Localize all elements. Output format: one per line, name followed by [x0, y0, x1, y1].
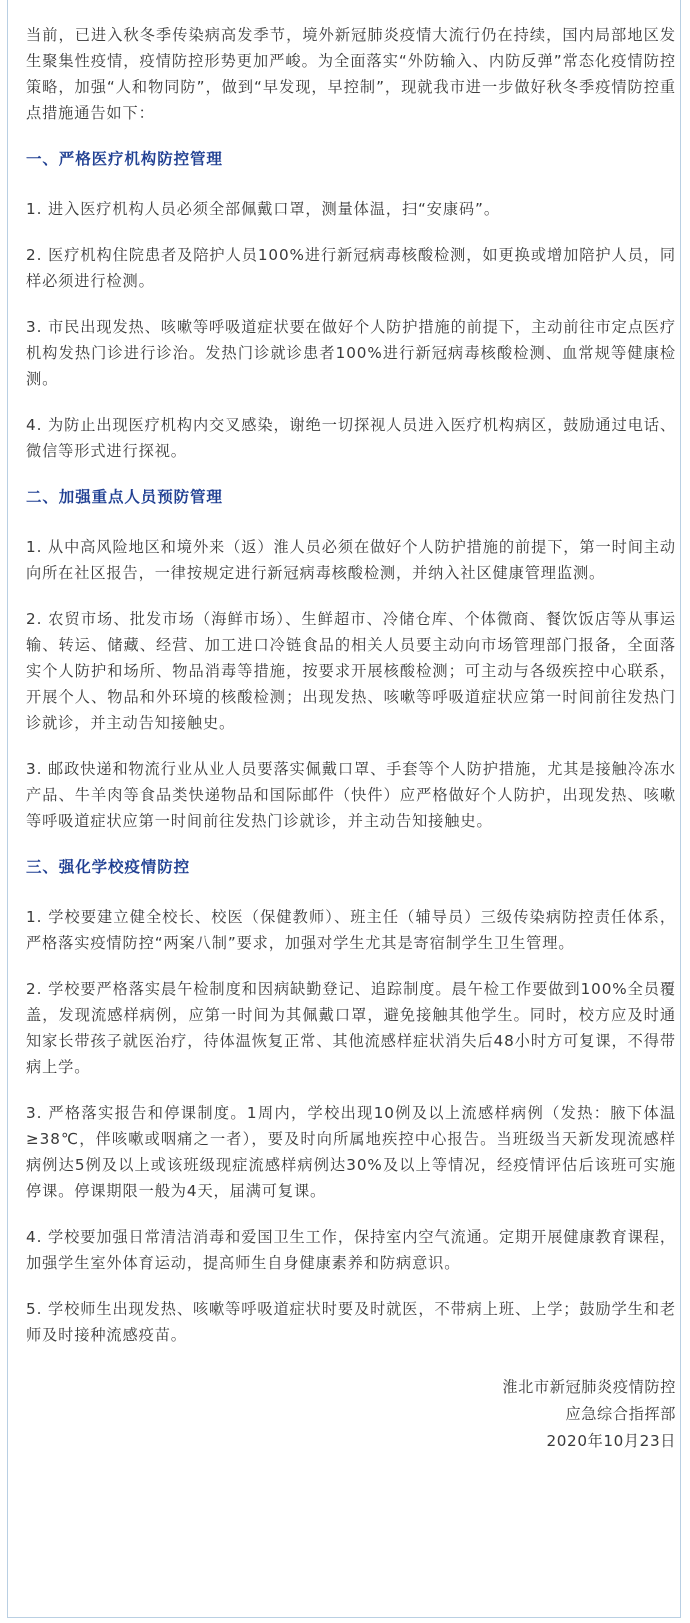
list-item: 2. 学校要严格落实晨午检制度和因病缺勤登记、追踪制度。晨午检工作要做到100%全员覆盖，发现流感样病例，应第一时间为其佩戴口罩，避免接触其他学生。同时，校方应及时通知家长带孩子就医治疗，待体温恢复正常、其他流感样症状消失后48小时方可复课，不得带病上学。	[26, 980, 676, 1076]
list-item: 2. 农贸市场、批发市场（海鲜市场）、生鲜超市、冷储仓库、个体微商、餐饮饭店等从事运输、转运、储藏、经营、加工进口冷链食品的相关人员要主动向市场管理部门报备，全面落实个人防护和场所、物品消毒等措施，按要求开展核酸检测；可主动与各级疾控中心联系，开展个人、物品和外环境的核酸检测；出现发热、咳嗽等呼吸道症状应第一时间前往发热门诊就诊，并主动告知接触史。	[26, 610, 676, 732]
list-item: 3. 市民出现发热、咳嗽等呼吸道症状要在做好个人防护措施的前提下，主动前往市定点医疗机构发热门诊进行诊治。发热门诊就诊患者100%进行新冠病毒核酸检测、血常规等健康检测。	[26, 318, 676, 388]
section-heading-schools: 三、强化学校疫情防控	[26, 858, 191, 876]
list-item: 2. 医疗机构住院患者及陪护人员100%进行新冠病毒核酸检测，如更换或增加陪护人员，同样必须进行检测。	[26, 246, 676, 290]
list-item: 5. 学校师生出现发热、咳嗽等呼吸道症状时要及时就医，不带病上班、上学；鼓励学生和老师及时接种流感疫苗。	[26, 1300, 676, 1344]
section-heading-key-personnel: 二、加强重点人员预防管理	[26, 488, 223, 506]
list-item: 4. 为防止出现医疗机构内交叉感染，谢绝一切探视人员进入医疗机构病区，鼓励通过电话、微信等形式进行探视。	[26, 416, 676, 460]
document-frame	[7, 0, 681, 1618]
intro-paragraph: 当前，已进入秋冬季传染病高发季节，境外新冠肺炎疫情大流行仍在持续，国内局部地区发生聚集性疫情，疫情防控形势更加严峻。为全面落实“外防输入、内防反弹”常态化疫情防控策略，加强“人和物同防”，做到“早发现，早控制”，现就我市进一步做好秋冬季疫情防控重点措施通告如下：	[26, 26, 676, 122]
section-heading-medical: 一、严格医疗机构防控管理	[26, 150, 223, 168]
list-item: 3. 严格落实报告和停课制度。1周内，学校出现10例及以上流感样病例（发热：腋下体温≥38℃，伴咳嗽或咽痛之一者），要及时向所属地疾控中心报告。当班级当天新发现流感样病例达5例及以上或该班级现症流感样病例达30%及以上等情况，经疫情评估后该班可实施停课。停课期限一般为4天，届满可复课。	[26, 1104, 676, 1200]
list-item: 1. 学校要建立健全校长、校医（保健教师）、班主任（辅导员）三级传染病防控责任体系，严格落实疫情防控“两案八制”要求，加强对学生尤其是寄宿制学生卫生管理。	[26, 908, 676, 952]
signature-org-line1: 淮北市新冠肺炎疫情防控	[502, 1378, 676, 1396]
list-item: 1. 进入医疗机构人员必须全部佩戴口罩，测量体温，扫“安康码”。	[26, 200, 500, 218]
list-item: 3. 邮政快递和物流行业从业人员要落实佩戴口罩、手套等个人防护措施，尤其是接触冷冻水产品、牛羊肉等食品类快递物品和国际邮件（快件）应严格做好个人防护，出现发热、咳嗽等呼吸道症状应第一时间前往发热门诊就诊，并主动告知接触史。	[26, 760, 676, 830]
signature-date: 2020年10月23日	[546, 1432, 676, 1450]
signature-block	[26, 1374, 676, 1455]
notice-content	[26, 22, 676, 1455]
signature-org-line2: 应急综合指挥部	[565, 1405, 676, 1423]
list-item: 4. 学校要加强日常清洁消毒和爱国卫生工作，保持室内空气流通。定期开展健康教育课程，加强学生室外体育运动，提高师生自身健康素养和防病意识。	[26, 1228, 676, 1272]
list-item: 1. 从中高风险地区和境外来（返）淮人员必须在做好个人防护措施的前提下，第一时间主动向所在社区报告，一律按规定进行新冠病毒核酸检测，并纳入社区健康管理监测。	[26, 538, 676, 582]
